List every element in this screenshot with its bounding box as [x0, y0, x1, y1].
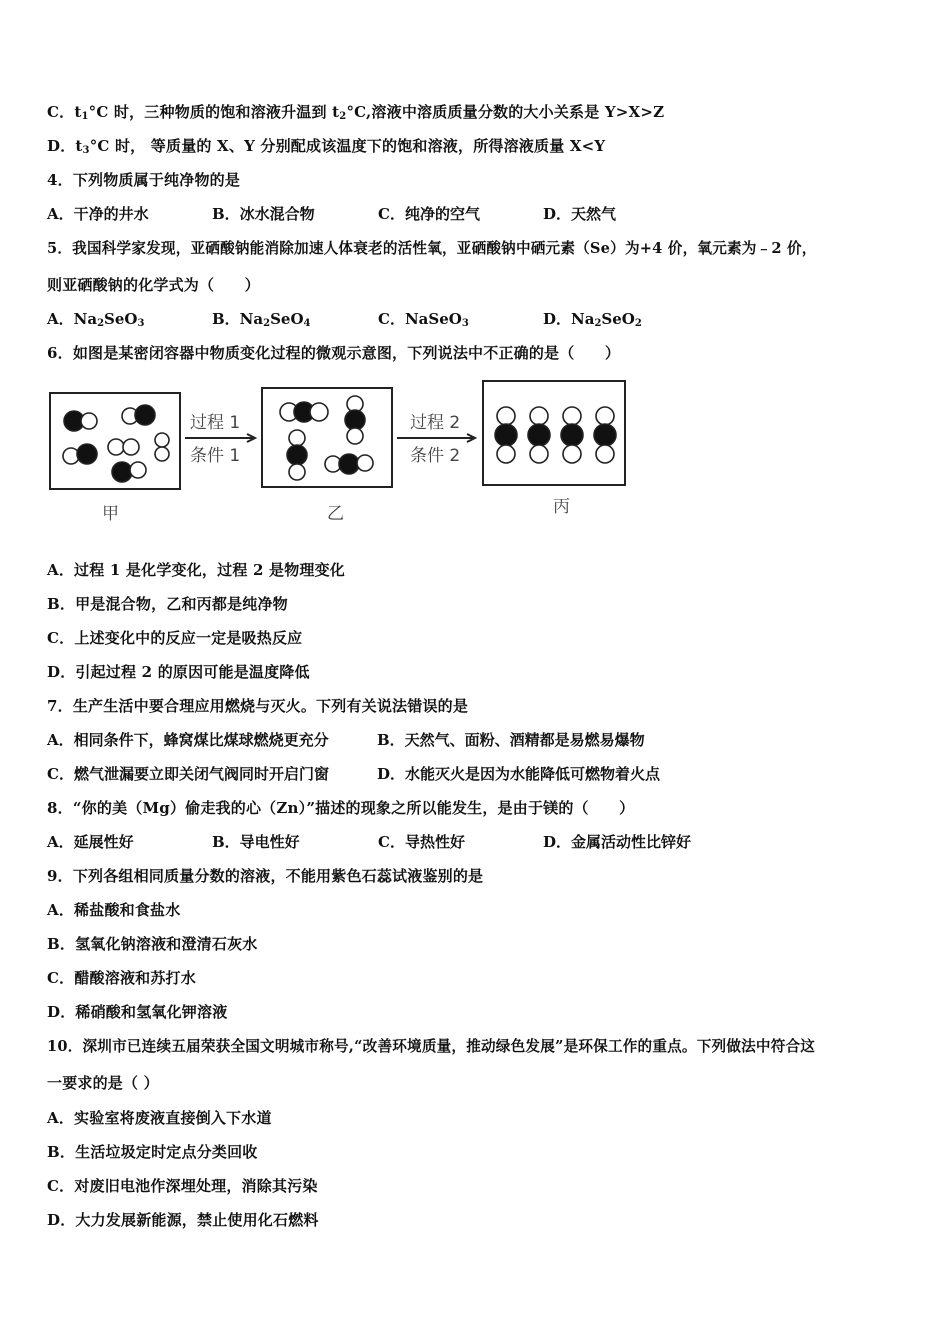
q10-stem-2: 一要求的是（ ） — [47, 1074, 159, 1092]
molecule-diagram — [45, 376, 635, 526]
q6-option-a: A．过程 1 是化学变化，过程 2 是物理变化 — [47, 561, 346, 579]
q8-option-c: C．导热性好 — [378, 833, 465, 851]
q8-stem: 8．“你的美（Mg）偷走我的心（Zn）”描述的现象之所以能发生，是由于镁的（ ） — [47, 799, 635, 817]
q7-option-b: B．天然气、面粉、酒精都是易燃易爆物 — [377, 731, 645, 749]
q10-option-c: C．对废旧电池作深埋处理，消除其污染 — [47, 1177, 318, 1195]
q10-option-b: B．生活垃圾定时定点分类回收 — [47, 1143, 258, 1161]
condition-2-label: 条件 2 — [410, 446, 461, 466]
q6-option-b: B．甲是混合物，乙和丙都是纯净物 — [47, 595, 288, 613]
q4-stem: 4．下列物质属于纯净物的是 — [47, 171, 241, 189]
label-bing: 丙 — [553, 497, 570, 517]
q5-option-b: B．$Na_2SeO_4$ — [212, 310, 311, 329]
q7-stem: 7．生产生活中要合理应用燃烧与灭火。下列有关说法错误的是 — [47, 697, 469, 715]
q5-stem-2: 则亚硒酸钠的化学式为（ ） — [47, 276, 260, 294]
q5-stem-1: 5．我国科学家发现，亚硒酸钠能消除加速人体衰老的活性氧，亚硒酸钠中硒元素（Se）为+4 价，氧元素为﹣2 价， — [47, 240, 817, 257]
q8-option-b: B．导电性好 — [212, 833, 300, 851]
q4-option-c: C．纯净的空气 — [378, 205, 480, 223]
q9-option-b: B．氢氧化钠溶液和澄清石灰水 — [47, 935, 258, 953]
q3-option-d: D．$t_3^\circ C$ 时， 等质量的 X、Y 分别配成该温度下的饱和溶液，所得溶液质量 X<Y — [47, 137, 606, 156]
q9-option-c: C．醋酸溶液和苏打水 — [47, 969, 196, 987]
jia-molecules — [63, 405, 169, 482]
q10-option-d: D．大力发展新能源，禁止使用化石燃料 — [47, 1211, 319, 1229]
bing-molecules — [495, 407, 616, 463]
q7-option-c: C．燃气泄漏要立即关闭气阀同时开启门窗 — [47, 765, 329, 783]
q10-stem-1: 10．深圳市已连续五届荣获全国文明城市称号,“改善环境质量，推动绿色发展”是环保工作的重点。下列做法中符合这 — [47, 1038, 816, 1055]
q8-option-d: D．金属活动性比锌好 — [543, 833, 692, 851]
q6-option-c: C．上述变化中的反应一定是吸热反应 — [47, 629, 303, 647]
q10-option-a: A．实验室将废液直接倒入下水道 — [47, 1109, 272, 1127]
q5-option-a: A．$Na_2SeO_3$ — [47, 310, 145, 329]
q9-option-d: D．稀硝酸和氢氧化钾溶液 — [47, 1003, 228, 1021]
q6-option-d: D．引起过程 2 的原因可能是温度降低 — [47, 663, 310, 681]
process-1-label: 过程 1 — [190, 413, 241, 433]
q4-option-a: A．干净的井水 — [47, 205, 149, 223]
q4-option-b: B．冰水混合物 — [212, 205, 315, 223]
condition-1-label: 条件 1 — [190, 446, 241, 466]
q3-option-c: C．$t_1^\circ C$ 时，三种物质的饱和溶液升温到 $t_2^\circ C$,溶液中溶质质量分数的大小关系是 Y>X>Z — [47, 103, 665, 122]
q5-option-d: D．$Na_2SeO_2$ — [543, 310, 642, 329]
process-2-label: 过程 2 — [410, 413, 461, 433]
label-jia: 甲 — [102, 504, 119, 524]
q7-option-d: D．水能灭火是因为水能降低可燃物着火点 — [377, 765, 661, 783]
q8-option-a: A．延展性好 — [47, 833, 134, 851]
q5-option-c: C．NaSeO$_3$ — [378, 310, 469, 329]
yi-molecules — [280, 396, 373, 480]
q4-option-d: D．天然气 — [543, 205, 617, 223]
q6-stem: 6．如图是某密闭容器中物质变化过程的微观示意图，下列说法中不正确的是（ ） — [47, 344, 621, 362]
q9-stem: 9．下列各组相同质量分数的溶液，不能用紫色石蕊试液鉴别的是 — [47, 867, 484, 885]
q7-option-a: A．相同条件下，蜂窝煤比煤球燃烧更充分 — [47, 731, 329, 749]
q9-option-a: A．稀盐酸和食盐水 — [47, 901, 181, 919]
label-yi: 乙 — [327, 504, 344, 524]
box-yi — [262, 388, 392, 487]
